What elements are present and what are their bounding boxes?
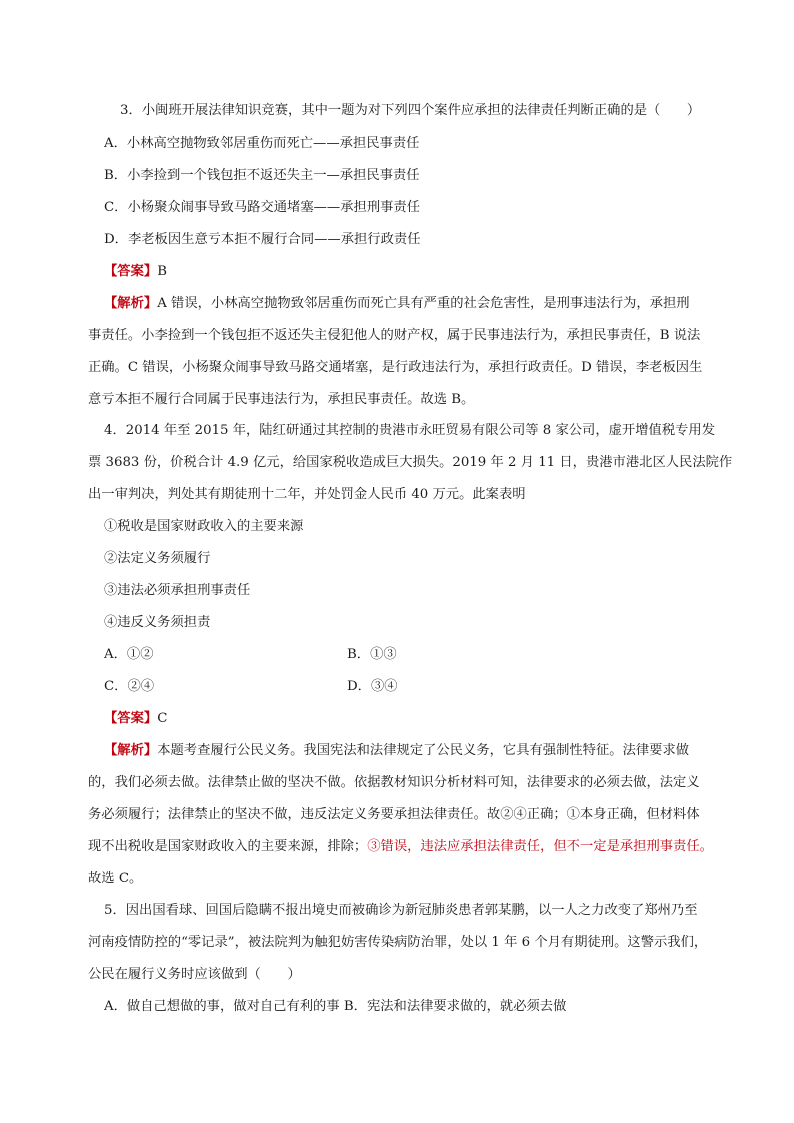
q3-option-d: D．李老板因生意亏本拒不履行合同——承担行政责任 bbox=[104, 232, 421, 247]
q3-option-a: A．小林高空抛物致邻居重伤而死亡——承担民事责任 bbox=[104, 136, 420, 151]
q4-analysis-line-3: 务必须履行；法律禁止的坚决不做，违反法定义务要承担法律责任。故②④正确；①本身正确，但材料体 bbox=[88, 807, 700, 822]
analysis-text: A 错误，小林高空抛物致邻居重伤而死亡具有严重的社会危害性，是刑事违法行为，承担刑 bbox=[157, 296, 690, 311]
q5-stem-line-2: 河南疫情防控的“零记录”，被法院判为触犯妨害传染病防治罪，处以 1 年 6 个月有期徒刑。这警示我们， bbox=[88, 935, 708, 950]
q5-options: A．做自己想做的事，做对自己有利的事 B．宪法和法律要求做的，就必须去做 bbox=[104, 999, 567, 1014]
q4-option-b: B．①③ bbox=[347, 647, 397, 662]
analysis-tag: 【解析】 bbox=[104, 743, 158, 758]
q4-option-d: D．③④ bbox=[347, 679, 398, 694]
q3-analysis-line-1 bbox=[104, 294, 690, 314]
analysis-text: 本题考查履行公民义务。我国宪法和法律规定了公民义务，它具有强制性特征。法律要求做 bbox=[157, 743, 690, 758]
q4-analysis-line-2: 的，我们必须去做。法律禁止做的坚决不做。依据教材知识分析材料可知，法律要求的必须去做，法定义 bbox=[88, 775, 700, 790]
q5-stem-line-3: 公民在履行义务时应该做到（ ） bbox=[88, 967, 301, 982]
q4-option-c: C．②④ bbox=[104, 679, 155, 694]
q4-analysis-line-4 bbox=[88, 837, 713, 857]
q3-option-c: C．小杨聚众闹事导致马路交通堵塞——承担刑事责任 bbox=[104, 200, 421, 215]
q3-analysis-line-3: 正确。C 错误，小杨聚众闹事导致马路交通堵塞，是行政违法行为，承担行政责任。D 错误，李老板因生 bbox=[88, 360, 703, 375]
q4-statement-1: ①税收是国家财政收入的主要来源 bbox=[104, 519, 304, 534]
q3-stem: 3．小闽班开展法律知识竞赛，其中一题为对下列四个案件应承担的法律责任判断正确的是（ ） bbox=[120, 103, 701, 118]
analysis-text: 现不出税收是国家财政收入的主要来源，排除； bbox=[88, 839, 368, 854]
q4-stem-line-2: 票 3683 份，价税合计 4.9 亿元，给国家税收造成巨大损失。2019 年 2 月 11 日，贵港市港北区人民法院作 bbox=[88, 455, 733, 470]
analysis-highlight: ③错误，违法应承担法律责任，但不一定是承担刑事责任。 bbox=[367, 839, 713, 854]
answer-value: B bbox=[157, 264, 167, 279]
q4-statement-4: ④违反义务须担责 bbox=[104, 615, 211, 630]
answer-value: C bbox=[157, 711, 168, 726]
q4-stem-line-1: 4．2014 年至 2015 年，陆红研通过其控制的贵港市永旺贸易有限公司等 8 家公司，虚开增值税专用发 bbox=[104, 423, 716, 438]
q3-option-b: B．小李捡到一个钱包拒不返还失主一—承担民事责任 bbox=[104, 168, 420, 183]
q4-analysis-line-1 bbox=[104, 741, 689, 761]
analysis-tag: 【解析】 bbox=[104, 296, 158, 311]
q3-analysis-line-2: 事责任。小李捡到一个钱包拒不返还失主侵犯他人的财产权，属于民事违法行为，承担民事责任，B 说法 bbox=[88, 328, 701, 343]
q4-answer bbox=[104, 709, 167, 729]
q3-answer bbox=[104, 262, 167, 282]
answer-tag: 【答案】 bbox=[104, 711, 158, 726]
q5-stem-line-1: 5．因出国看球、回国后隐瞒不报出境史而被确诊为新冠肺炎患者郭某鹏，以一人之力改变了郑州乃至 bbox=[104, 903, 698, 918]
q4-statement-3: ③违法必须承担刑事责任 bbox=[104, 583, 251, 598]
q4-statement-2: ②法定义务须履行 bbox=[104, 551, 211, 566]
q4-analysis-line-5: 故选 C。 bbox=[88, 871, 143, 886]
q4-option-a: A．①② bbox=[104, 647, 154, 662]
q4-stem-line-3: 出一审判决，判处其有期徒刑十二年，并处罚金人民币 40 万元。此案表明 bbox=[88, 487, 526, 502]
answer-tag: 【答案】 bbox=[104, 264, 158, 279]
q3-analysis-line-4: 意亏本拒不履行合同属于民事违法行为，承担民事责任。故选 B。 bbox=[88, 392, 475, 407]
